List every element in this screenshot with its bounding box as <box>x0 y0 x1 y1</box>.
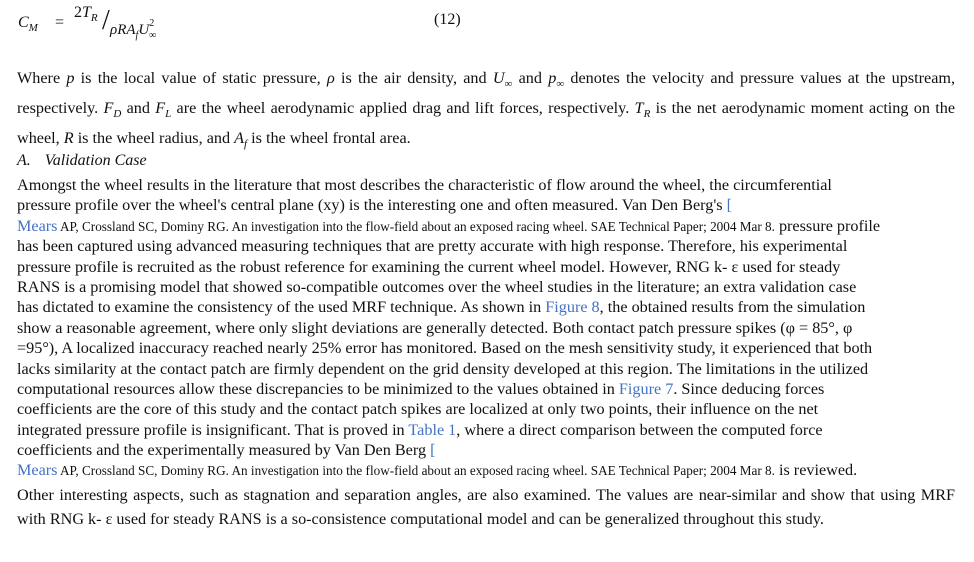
section-number: A. <box>17 152 31 169</box>
equation-12 <box>18 4 958 42</box>
citation-bracket[interactable]: [ <box>430 441 436 460</box>
text-line: integrated pressure profile is insignificant. That is proved in Table 1, where a direct comparison between the computed force <box>17 420 823 439</box>
equation-lhs: $C_M$ <box>18 14 38 35</box>
text-line: coefficients are the core of this study and the contact patch spikes are localized at only two points, their influence on the net <box>17 400 819 419</box>
text-line: coefficients and the experimentally measured by Van Den Berg [ <box>17 441 436 460</box>
citation-text: AP, Crossland SC, Dominy RG. An investigation into the flow-field about an exposed racing wheel. SAE Technical Paper; 2004 Mar 8. <box>57 463 775 479</box>
figure-8-link[interactable]: Figure 8 <box>545 298 600 317</box>
equation-number: (12) <box>434 11 461 28</box>
paragraph-validation <box>17 175 962 481</box>
text-line: has been captured using advanced measuring techniques that are pretty accurate with high response. Therefore, his experimental <box>17 237 848 256</box>
text-line: has dictated to examine the consistency of the used MRF technique. As shown in Figure 8, the obtained results from the simulation <box>17 298 866 317</box>
text-line: pressure profile is recruited as the robust reference for examining the current wheel model. However, RNG k- ε used for steady <box>17 257 841 276</box>
figure-7-link[interactable]: Figure 7 <box>618 379 674 398</box>
equation-denominator: $\rho RA_fU_\infty^2$ <box>110 18 157 41</box>
citation-line: Mears AP, Crossland SC, Dominy RG. An investigation into the flow-field about an exposed racing wheel. SAE Technical Paper; 2004 Mar 8. is reviewed. <box>17 461 858 480</box>
paragraph-conclusion: Other interesting aspects, such as stagnation and separation angles, are also examined. The values are near-similar and show that using MRF with RNG k- ε used for steady RANS is a so-consistence computational model and can be generalized throughout this study. <box>17 486 955 528</box>
text-line: computational resources allow these discrepancies to be minimized to the values obtained in Figure 7. Since deducing forces <box>17 379 825 398</box>
section-heading <box>17 152 147 170</box>
text-line: lacks similarity at the contact patch are firmly dependent on the grid density developed at this region. The limitations in the utilized <box>17 359 869 378</box>
citation-bracket[interactable]: [ <box>726 196 732 215</box>
text-line: RANS is a promising model that showed so-compatible outcomes over the wheel studies in the literature; an extra validation case <box>17 277 857 296</box>
citation-line: Mears AP, Crossland SC, Dominy RG. An investigation into the flow-field about an exposed racing wheel. SAE Technical Paper; 2004 Mar 8. pressure profile <box>17 216 881 235</box>
citation-text: AP, Crossland SC, Dominy RG. An investigation into the flow-field about an exposed racing wheel. SAE Technical Paper; 2004 Mar 8. <box>57 218 775 234</box>
text-line: show a reasonable agreement, where only slight deviations are generally detected. Both contact patch pressure spikes (φ = 85°, φ <box>17 318 853 337</box>
equation-numerator: $2T_R$ <box>74 4 98 25</box>
text-line: =95°), A localized inaccuracy reached nearly 25% error has monitored. Based on the mesh sensitivity study, it experienced that both <box>17 339 873 358</box>
fraction-slash: / <box>102 5 110 36</box>
citation-link[interactable]: Mears <box>17 461 58 480</box>
paragraph-definitions: Where p is the local value of static pressure, ρ is the air density, and $U_\infty$ and $p_\infty$ denotes the velocity and pressure values at the upstream, respectively. $F_D$ and $F_L$ are the wheel aerodynamic applied drag and lift forces, respectively. $T_R$ is the net aerodynamic moment acting on the wheel, R is the wheel radius, and $A_f$ is the wheel frontal area. <box>17 69 956 151</box>
citation-link[interactable]: Mears <box>17 216 58 235</box>
text-line: pressure profile over the wheel's central plane (xy) is the interesting one and often measured. Van Den Berg's [ <box>17 196 732 215</box>
text-line: Amongst the wheel results in the literature that most describes the characteristic of flow around the wheel, the circumferential <box>17 176 832 194</box>
equation-equals: = <box>55 14 65 31</box>
table-1-link[interactable]: Table 1 <box>408 420 457 439</box>
section-title: Validation Case <box>44 152 147 169</box>
